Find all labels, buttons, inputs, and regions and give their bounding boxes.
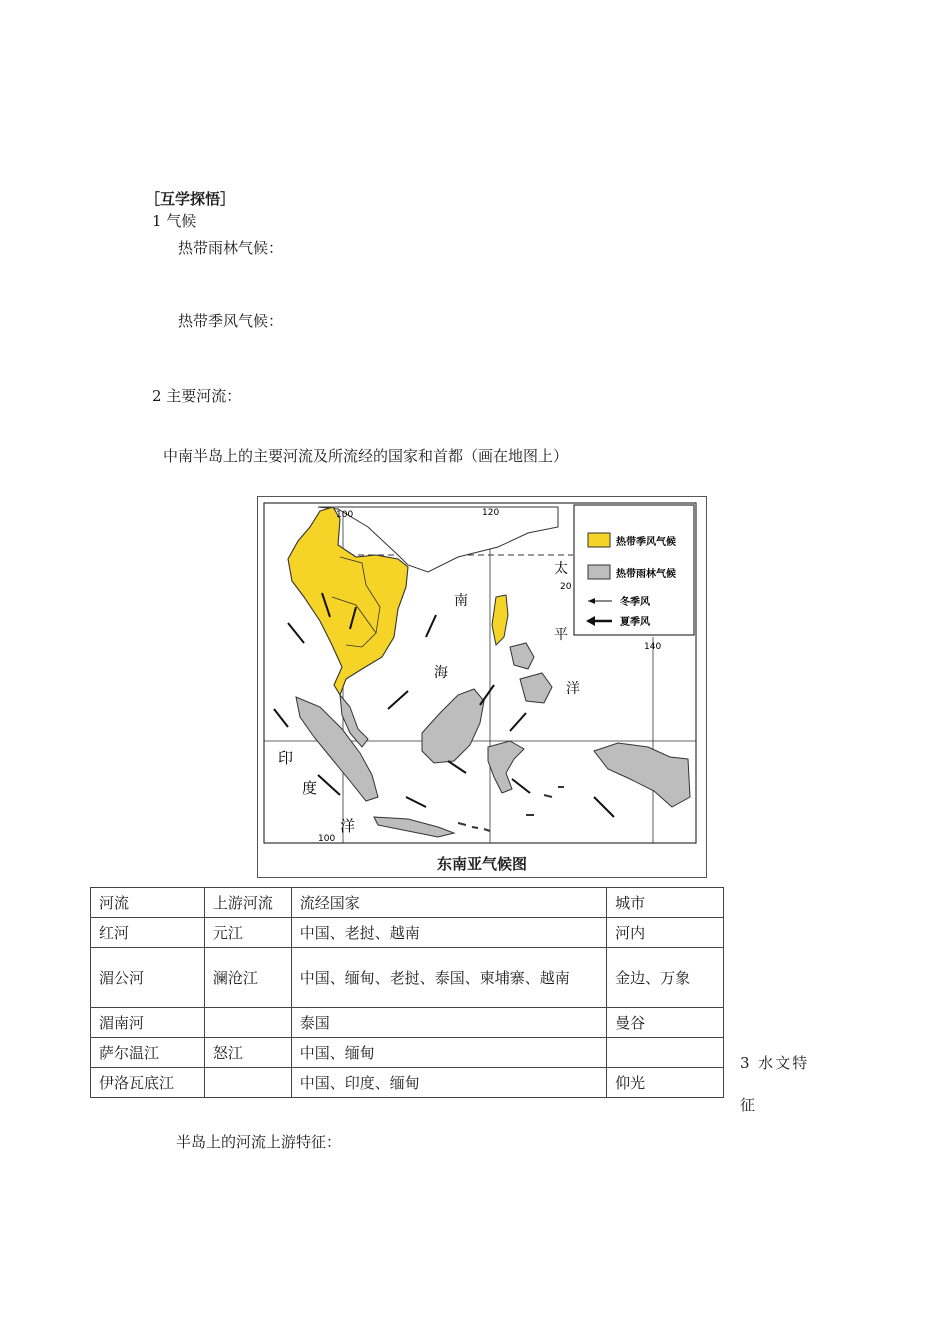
monsoon-label: 热带季风气候：: [178, 312, 284, 330]
header-countries: 流经国家: [291, 888, 606, 918]
rainforest-label: 热带雨林气候：: [178, 239, 284, 257]
map-caption: 东南亚气候图: [436, 855, 527, 873]
item-hydrology-line1: 3 水文特: [740, 1054, 810, 1072]
label-yang-pacific: 洋: [566, 681, 580, 697]
upstream-feature-label: 半岛上的河流上游特征：: [176, 1133, 342, 1151]
item-hydrology-line2: 征: [740, 1096, 756, 1114]
label-nan: 南: [454, 593, 468, 609]
cell-city: 曼谷: [607, 1008, 724, 1038]
cell-countries: 中国、老挝、越南: [291, 918, 606, 948]
map-svg: [258, 497, 706, 849]
label-tai: 太: [554, 561, 568, 577]
label-du: 度: [302, 779, 318, 797]
legend-summer-wind: 夏季风: [620, 617, 650, 628]
cell-river: 湄南河: [91, 1008, 205, 1038]
climate-map: [257, 496, 707, 878]
legend-monsoon: 热带季风气候: [616, 537, 676, 548]
table-header-row: [91, 888, 724, 918]
table-row: [91, 1038, 724, 1068]
header-city: 城市: [607, 888, 724, 918]
cell-countries: 中国、缅甸、老挝、泰国、柬埔寨、越南: [291, 948, 606, 1008]
cell-river: 萨尔温江: [91, 1038, 205, 1068]
legend-swatch-monsoon: [588, 533, 610, 547]
section-header: ［互学探悟］: [145, 190, 236, 208]
table-row: [91, 1008, 724, 1038]
instruction-text: 中南半岛上的主要河流及所流经的国家和首都（画在地图上）: [163, 447, 569, 465]
item-rivers: 2 主要河流：: [152, 387, 242, 405]
table-row: [91, 1068, 724, 1098]
header-upstream: 上游河流: [204, 888, 291, 918]
tick-100-top: 100: [336, 510, 354, 520]
tick-20: 20: [560, 582, 572, 592]
cell-countries: 中国、印度、缅甸: [291, 1068, 606, 1098]
cell-upstream: 元江: [204, 918, 291, 948]
cell-upstream: [204, 1008, 291, 1038]
cell-city: [607, 1038, 724, 1068]
table-row: [91, 948, 724, 1008]
label-ping: 平: [554, 627, 568, 643]
header-river: 河流: [91, 888, 205, 918]
cell-river: 红河: [91, 918, 205, 948]
cell-countries: 泰国: [291, 1008, 606, 1038]
legend-swatch-rainforest: [588, 565, 610, 579]
river-table: [90, 887, 724, 1098]
legend-winter-wind: 冬季风: [620, 597, 650, 608]
cell-city: 河内: [607, 918, 724, 948]
table-row: [91, 918, 724, 948]
tick-140: 140: [644, 642, 662, 652]
cell-upstream: 澜沧江: [204, 948, 291, 1008]
cell-city: 金边、万象: [607, 948, 724, 1008]
label-yin: 印: [278, 749, 294, 767]
cell-upstream: [204, 1068, 291, 1098]
cell-river: 伊洛瓦底江: [91, 1068, 205, 1098]
cell-city: 仰光: [607, 1068, 724, 1098]
label-hai: 海: [434, 665, 448, 681]
cell-upstream: 怒江: [204, 1038, 291, 1068]
legend-rainforest: 热带雨林气候: [616, 569, 676, 580]
label-yang-indian: 洋: [340, 817, 356, 835]
item-climate: 1 气候: [152, 212, 197, 230]
cell-river: 湄公河: [91, 948, 205, 1008]
tick-100-bottom: 100: [318, 834, 336, 844]
tick-120-top: 120: [482, 508, 500, 518]
cell-countries: 中国、缅甸: [291, 1038, 606, 1068]
